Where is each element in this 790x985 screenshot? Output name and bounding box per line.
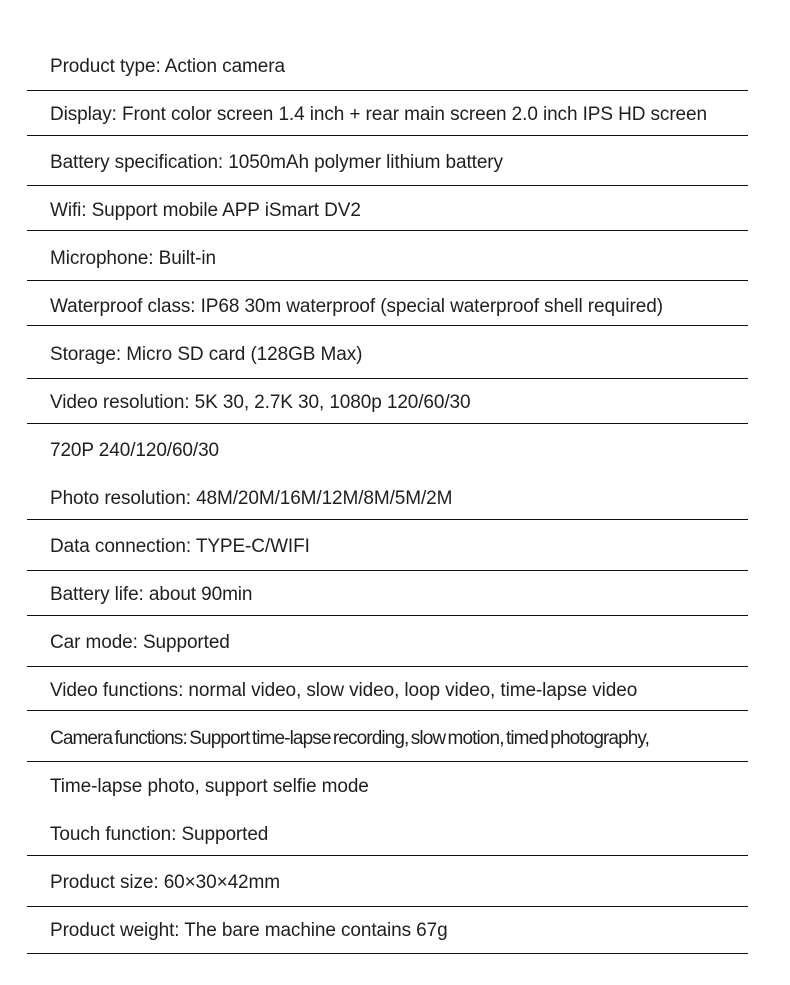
spec-video-functions: Video functions: normal video, slow video, loop video, time-lapse video <box>50 680 638 701</box>
spec-battery-life: Battery life: about 90min <box>50 584 253 605</box>
divider-line <box>27 615 748 616</box>
spec-video-resolution-720p: 720P 240/120/60/30 <box>50 440 220 461</box>
spec-photo-resolution: Photo resolution: 48M/20M/16M/12M/8M/5M/2M <box>50 488 453 509</box>
divider-line <box>27 230 748 231</box>
spec-product-weight: Product weight: The bare machine contains 67g <box>50 920 448 941</box>
spec-camera-functions-continued: Time-lapse photo, support selfie mode <box>50 776 369 797</box>
divider-line <box>27 378 748 379</box>
spec-display: Display: Front color screen 1.4 inch + rear main screen 2.0 inch IPS HD screen <box>50 104 707 125</box>
spec-wifi: Wifi: Support mobile APP iSmart DV2 <box>50 200 361 221</box>
divider-line <box>27 761 748 762</box>
divider-line <box>27 953 748 954</box>
divider-line <box>27 666 748 667</box>
divider-line <box>27 423 748 424</box>
divider-line <box>27 570 748 571</box>
spec-product-size: Product size: 60×30×42mm <box>50 872 280 893</box>
spec-microphone: Microphone: Built-in <box>50 248 216 269</box>
spec-waterproof-class: Waterproof class: IP68 30m waterproof (special waterproof shell required) <box>50 296 663 317</box>
divider-line <box>27 855 748 856</box>
divider-line <box>27 325 748 326</box>
divider-line <box>27 906 748 907</box>
divider-line <box>27 135 748 136</box>
spec-product-type: Product type: Action camera <box>50 56 285 77</box>
spec-car-mode: Car mode: Supported <box>50 632 230 653</box>
divider-line <box>27 185 748 186</box>
divider-line <box>27 519 748 520</box>
divider-line <box>27 280 748 281</box>
spec-storage: Storage: Micro SD card (128GB Max) <box>50 344 363 365</box>
spec-video-resolution: Video resolution: 5K 30, 2.7K 30, 1080p 120/60/30 <box>50 392 471 413</box>
spec-camera-functions: Camera functions: Support time-lapse recording, slow motion, timed photography, <box>50 728 649 749</box>
divider-line <box>27 710 748 711</box>
spec-battery-specification: Battery specification: 1050mAh polymer lithium battery <box>50 152 503 173</box>
divider-line <box>27 90 748 91</box>
spec-data-connection: Data connection: TYPE-C/WIFI <box>50 536 310 557</box>
spec-touch-function: Touch function: Supported <box>50 824 269 845</box>
